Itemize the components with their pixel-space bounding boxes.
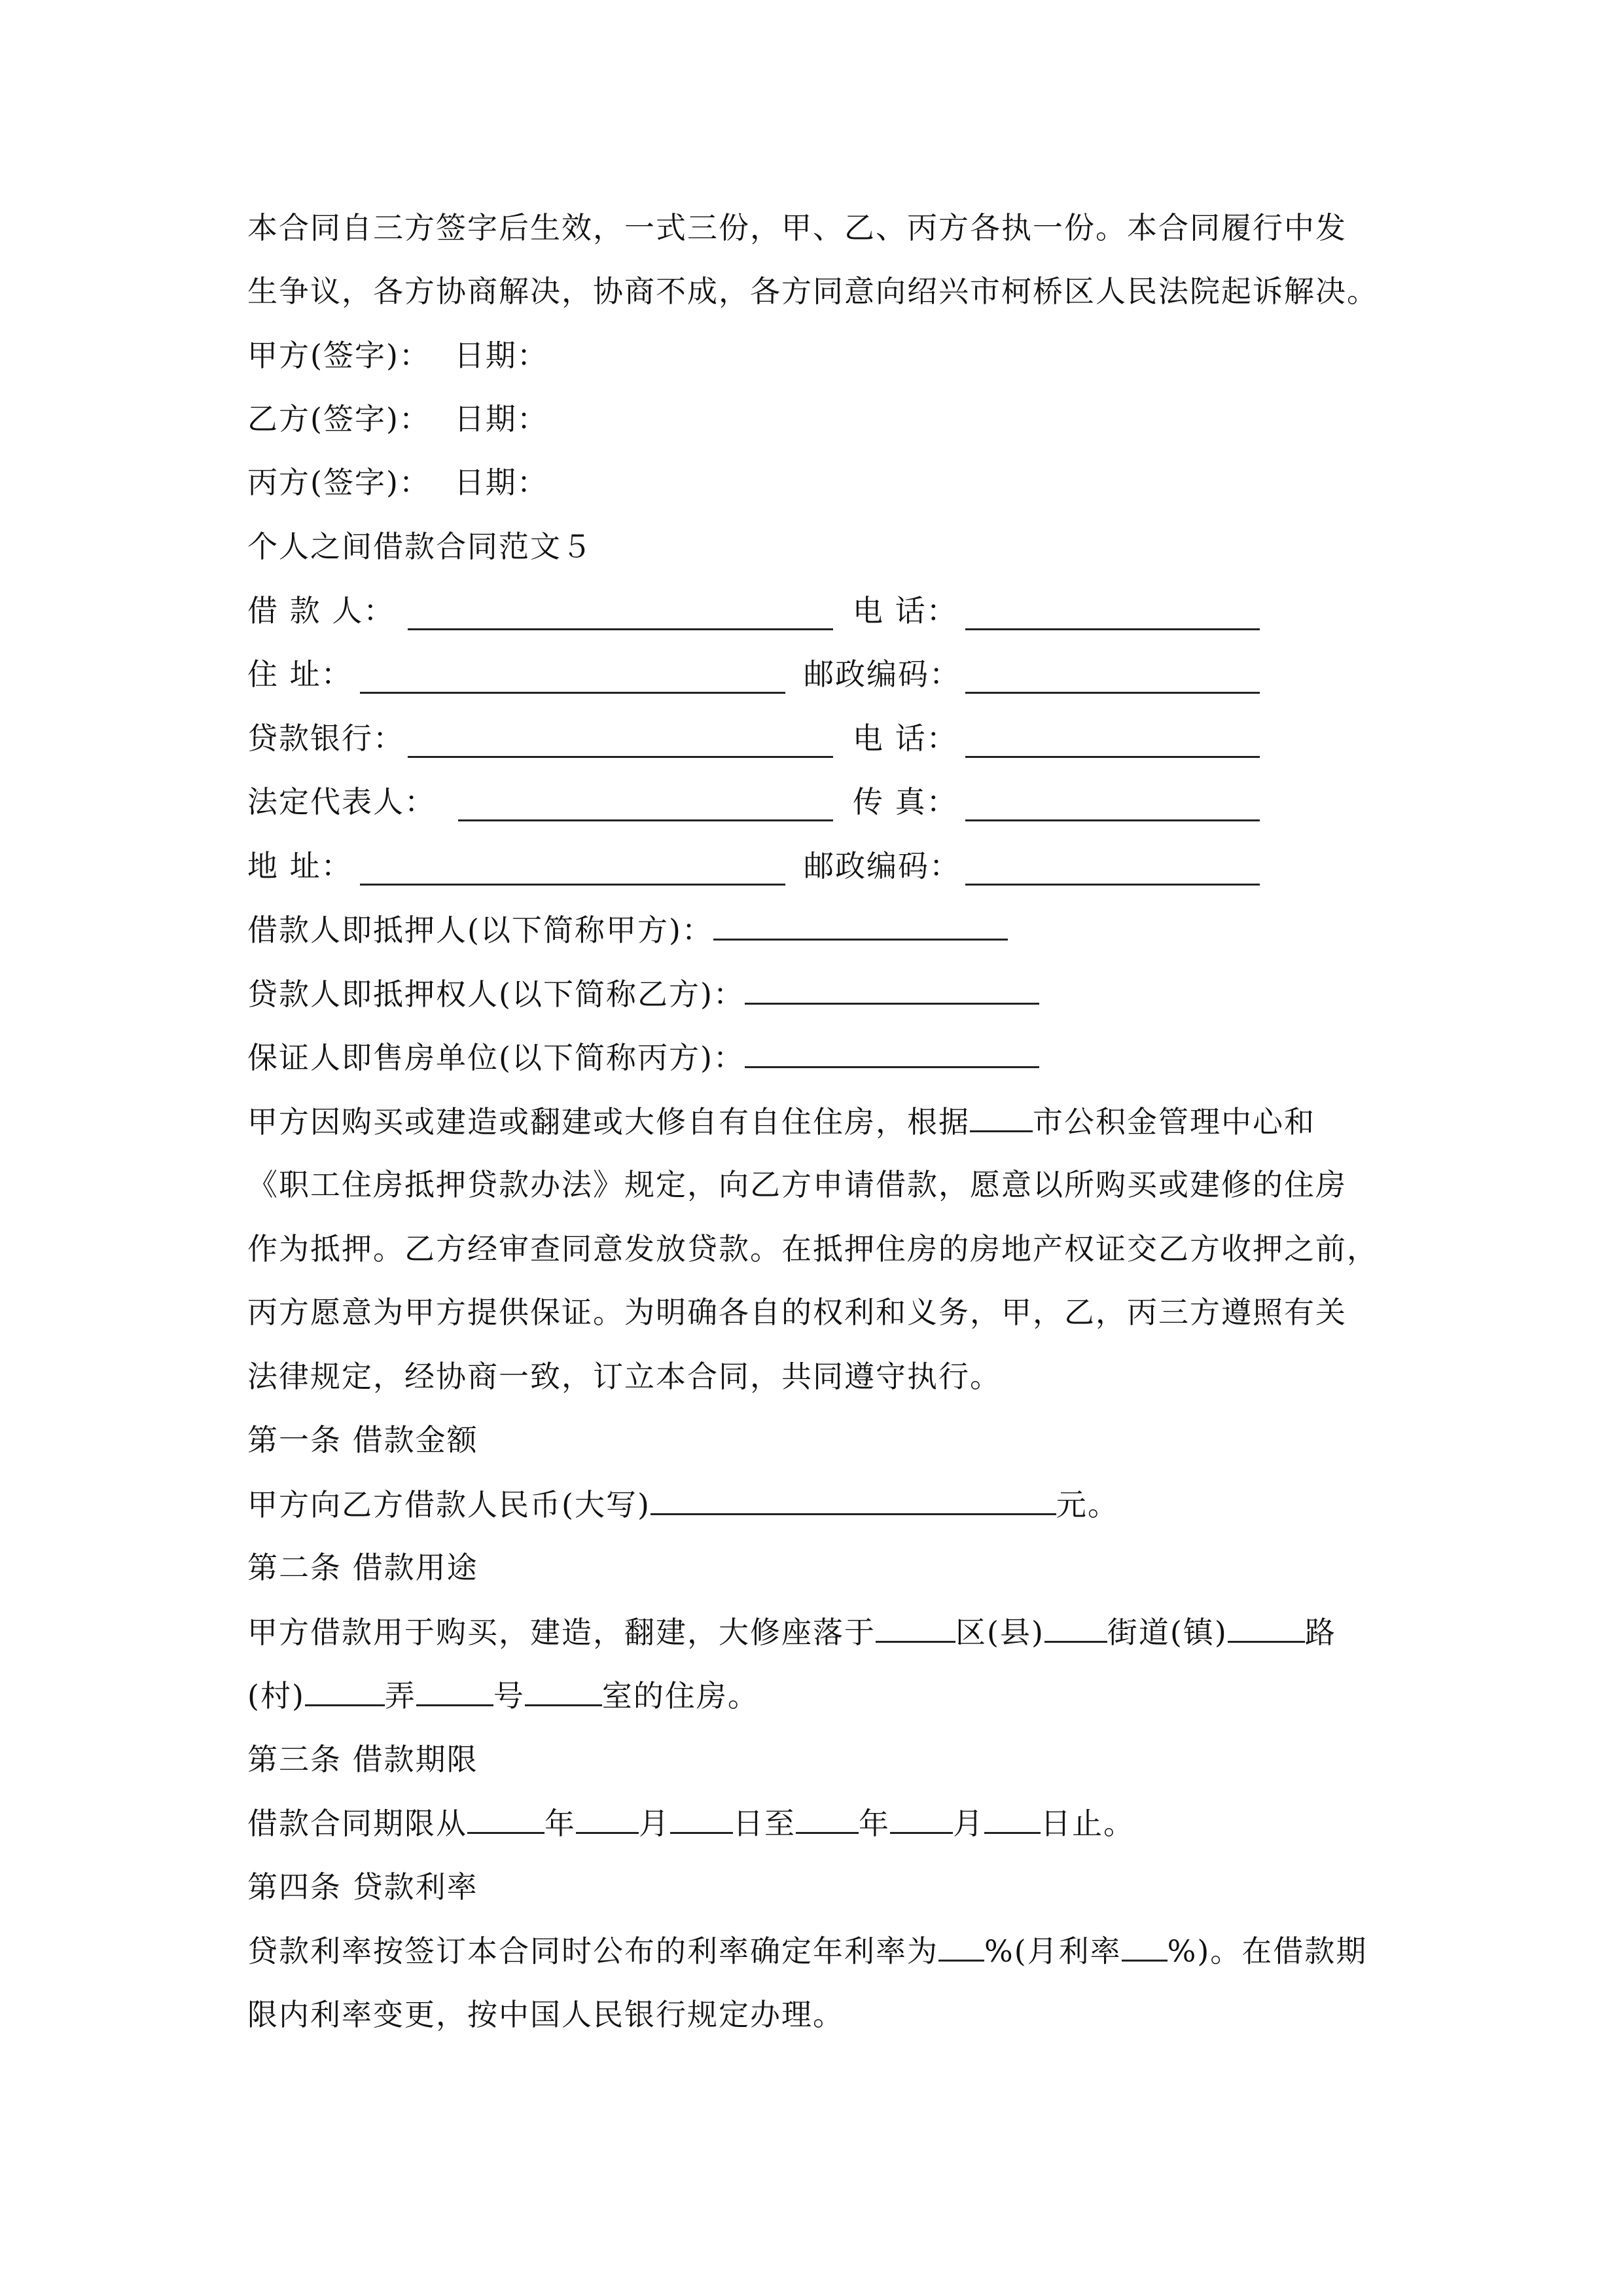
form-label-postcode: 邮政编码： bbox=[804, 656, 961, 692]
village-blank bbox=[305, 1676, 385, 1706]
sign-label-c: 丙方(签字)： bbox=[247, 465, 431, 500]
fax-field-line bbox=[965, 791, 1260, 821]
article-text: 日至 bbox=[733, 1806, 796, 1841]
borrower-field-line bbox=[408, 600, 833, 630]
article-text: (村) bbox=[247, 1678, 305, 1713]
article-text: 甲方向乙方借款人民币(大写) bbox=[247, 1487, 651, 1522]
article-text: 元。 bbox=[1056, 1487, 1119, 1522]
legal-rep-field-line bbox=[458, 791, 833, 821]
postcode-field-line bbox=[965, 663, 1260, 694]
end-day-blank bbox=[984, 1803, 1041, 1834]
form-label-bank-phone: 电 话： bbox=[853, 721, 958, 756]
lane-blank bbox=[416, 1676, 493, 1706]
party-c-line bbox=[247, 1037, 1039, 1077]
article-text: 贷款利率按签订本合同时公布的利率确定年利率为 bbox=[247, 1933, 938, 1969]
form-label-phone: 电 话： bbox=[853, 593, 958, 628]
article-text: 街道(镇) bbox=[1107, 1615, 1228, 1650]
preamble-line-1 bbox=[247, 1102, 1315, 1141]
district-blank bbox=[876, 1612, 955, 1643]
article-text: %)。在借款期 bbox=[1167, 1933, 1368, 1969]
end-year-blank bbox=[796, 1803, 859, 1834]
article-text: 区(县) bbox=[955, 1615, 1044, 1650]
party-a-blank bbox=[713, 910, 1008, 941]
article-2-body-2 bbox=[247, 1676, 759, 1715]
sign-label-b: 乙方(签字)： bbox=[247, 401, 431, 437]
signature-line-a bbox=[247, 336, 548, 375]
preamble-line-2: 《职工住房抵押贷款办法》规定，向乙方申请借款，愿意以所购买或建修的住房 bbox=[247, 1167, 1347, 1202]
article-text: 年 bbox=[544, 1806, 576, 1841]
article-4-body-2: 限内利率变更，按中国人民银行规定办理。 bbox=[247, 1997, 844, 2032]
party-c-blank bbox=[745, 1037, 1039, 1068]
preamble-line-4: 丙方愿意为甲方提供保证。为明确各自的权利和义务，甲，乙，丙三方遵照有关 bbox=[247, 1295, 1347, 1330]
preamble-line-5: 法律规定，经协商一致，订立本合同，共同遵守执行。 bbox=[247, 1359, 1001, 1394]
intro-line-1: 本合同自三方签字后生效，一式三份，甲、乙、丙方各执一份。本合同履行中发 bbox=[247, 210, 1347, 245]
article-text: %(月利率 bbox=[984, 1933, 1122, 1969]
party-b-line bbox=[247, 974, 1039, 1013]
party-a-label: 借款人即抵押人(以下简称甲方)： bbox=[247, 912, 713, 948]
postcode2-field-line bbox=[965, 855, 1260, 886]
form-label-borrower: 借 款 人： bbox=[247, 593, 395, 628]
article-text: 弄 bbox=[384, 1678, 416, 1713]
article-4-body-1 bbox=[247, 1931, 1367, 1970]
start-month-blank bbox=[576, 1803, 639, 1834]
article-text: 年 bbox=[859, 1806, 890, 1841]
article-3-title: 第三条 借款期限 bbox=[247, 1742, 478, 1777]
article-text: 月 bbox=[953, 1806, 984, 1841]
article-2-title: 第二条 借款用途 bbox=[247, 1550, 478, 1585]
signature-line-c bbox=[247, 463, 548, 502]
article-3-body bbox=[247, 1803, 1135, 1842]
party-a-line bbox=[247, 910, 1008, 949]
form-label-address2: 地 址： bbox=[247, 848, 353, 884]
number-blank bbox=[525, 1676, 602, 1706]
section-title: 个人之间借款合同范文５ bbox=[247, 529, 593, 564]
road-blank bbox=[1228, 1612, 1305, 1643]
end-month-blank bbox=[890, 1803, 953, 1834]
preamble-text: 甲方因购买或建造或翻建或大修自有自住住房，根据 bbox=[247, 1104, 970, 1139]
form-label-address: 住 址： bbox=[247, 656, 353, 692]
form-label-postcode2: 邮政编码： bbox=[804, 848, 961, 884]
article-1-title: 第一条 借款金额 bbox=[247, 1422, 478, 1458]
signature-line-b bbox=[247, 399, 548, 439]
article-text: 室的住房。 bbox=[601, 1678, 759, 1713]
article-2-body-1 bbox=[247, 1612, 1336, 1651]
article-4-title: 第四条 贷款利率 bbox=[247, 1869, 478, 1905]
amount-blank bbox=[651, 1484, 1056, 1515]
article-text: 借款合同期限从 bbox=[247, 1806, 467, 1841]
party-c-label: 保证人即售房单位(以下简称丙方)： bbox=[247, 1040, 745, 1075]
party-b-label: 贷款人即抵押权人(以下简称乙方)： bbox=[247, 977, 745, 1012]
form-label-fax: 传 真： bbox=[853, 784, 958, 819]
start-day-blank bbox=[670, 1803, 733, 1834]
address2-field-line bbox=[360, 855, 785, 886]
article-text: 月 bbox=[639, 1806, 670, 1841]
article-text: 路 bbox=[1304, 1615, 1336, 1650]
annual-rate-blank bbox=[938, 1931, 984, 1962]
article-text: 甲方借款用于购买，建造，翻建，大修座落于 bbox=[247, 1615, 876, 1650]
article-1-body bbox=[247, 1484, 1119, 1524]
date-label: 日期： bbox=[454, 465, 548, 500]
article-text: 号 bbox=[493, 1678, 525, 1713]
date-label: 日期： bbox=[454, 338, 548, 373]
form-label-bank: 贷款银行： bbox=[247, 721, 404, 756]
party-b-blank bbox=[745, 974, 1039, 1005]
address-field-line bbox=[360, 663, 785, 694]
city-blank bbox=[970, 1102, 1033, 1132]
street-blank bbox=[1044, 1612, 1107, 1643]
sign-label-a: 甲方(签字)： bbox=[247, 338, 431, 373]
article-text: 日止。 bbox=[1041, 1806, 1135, 1841]
intro-line-2: 生争议，各方协商解决，协商不成，各方同意向绍兴市柯桥区人民法院起诉解决。 bbox=[247, 274, 1378, 309]
preamble-text: 市公积金管理中心和 bbox=[1033, 1104, 1315, 1139]
phone-field-line bbox=[965, 600, 1260, 630]
date-label: 日期： bbox=[454, 401, 548, 437]
bank-field-line bbox=[408, 727, 833, 758]
form-label-legal-rep: 法定代表人： bbox=[247, 784, 436, 819]
monthly-rate-blank bbox=[1122, 1931, 1168, 1962]
bank-phone-field-line bbox=[965, 727, 1260, 758]
preamble-line-3: 作为抵押。乙方经审查同意发放贷款。在抵押住房的房地产权证交乙方收押之前， bbox=[247, 1231, 1378, 1266]
start-year-blank bbox=[467, 1803, 544, 1834]
